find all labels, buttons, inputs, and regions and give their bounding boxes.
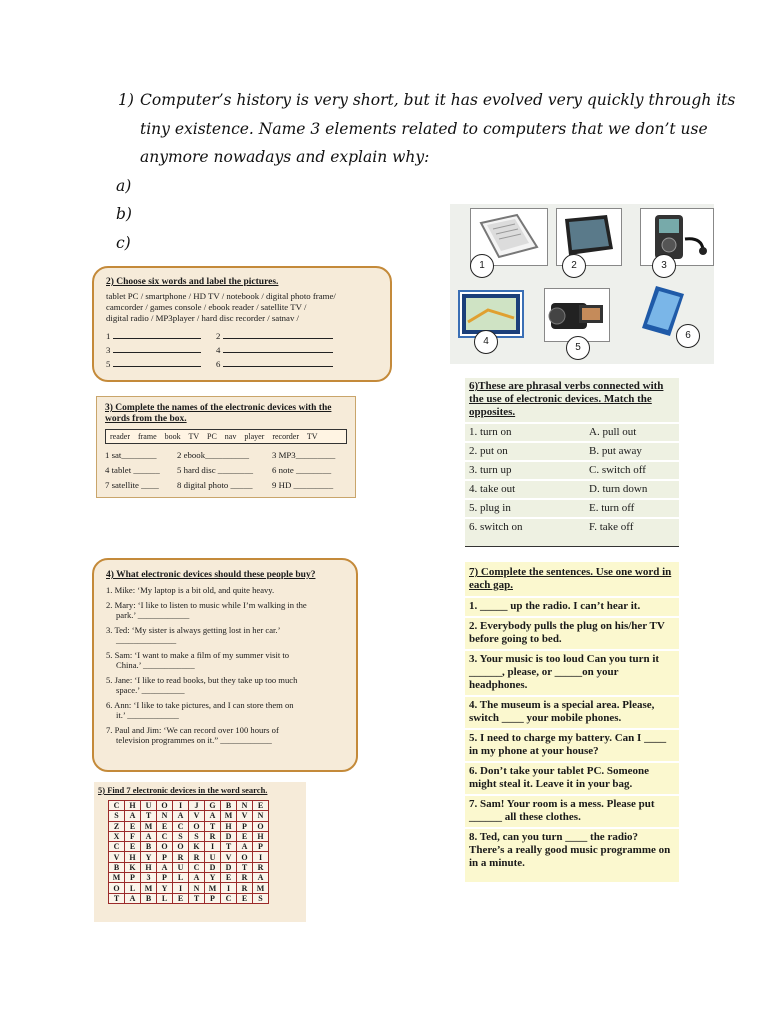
opposite: A. pull out — [589, 426, 637, 438]
word-search-cell[interactable]: M — [253, 883, 269, 893]
exercise-2-answer-grid — [106, 330, 378, 370]
exercise-4-title: 4) What electronic devices should these people buy? — [106, 570, 316, 580]
word-search-cell[interactable]: P — [237, 821, 253, 831]
word-search-cell[interactable]: O — [253, 821, 269, 831]
word-search-cell[interactable]: O — [189, 821, 205, 831]
word-search-cell[interactable]: E — [237, 831, 253, 841]
word-search-row — [109, 811, 269, 821]
word-search-cell[interactable]: M — [141, 821, 157, 831]
word-search-cell[interactable]: S — [189, 831, 205, 841]
sentence-item: 3. Your music is too loud Can you turn it ______, please, or _____on your headphones. — [465, 649, 679, 695]
word-search-cell[interactable]: T — [237, 862, 253, 872]
question-1-line-3: anymore nowadays and explain why: — [140, 148, 430, 166]
sentence-item: 4. The museum is a special area. Please, switch ____ your mobile phones. — [465, 695, 679, 728]
word-search-cell[interactable]: S — [109, 811, 125, 821]
word-search-cell[interactable]: L — [157, 893, 173, 903]
word-search-cell[interactable]: T — [141, 811, 157, 821]
word-search-cell[interactable]: E — [125, 842, 141, 852]
word-search-cell[interactable]: A — [141, 831, 157, 841]
answer-line[interactable]: 5 — [106, 358, 216, 370]
word-search-cell[interactable]: R — [205, 831, 221, 841]
sentence-item: 2. Everybody pulls the plug on his/her TV before going to bed. — [465, 616, 679, 649]
sentence-item: 8. Ted, can you turn ____ the radio? There’s a really good music programme on in a minute. — [465, 827, 679, 873]
phrasal-verb: 2. put on — [469, 445, 508, 457]
word-search-row — [109, 893, 269, 903]
word-search-row — [109, 862, 269, 872]
exercise-3-box — [96, 396, 356, 498]
word-search-cell[interactable]: N — [237, 801, 253, 811]
exercise-3-row — [105, 448, 347, 463]
answer-c: c) — [116, 233, 131, 252]
match-row — [465, 479, 679, 498]
word-search-cell[interactable]: O — [237, 852, 253, 862]
answer-line[interactable]: 2 — [216, 330, 346, 342]
exercise-4-item: 5. Jane: ‘I like to read books, but they take up too much space.’ __________ — [106, 674, 298, 695]
exercise-5-title: 5) Find 7 electronic devices in the word search. — [98, 785, 268, 795]
word-search-cell[interactable]: E — [125, 821, 141, 831]
word-search-cell[interactable]: A — [173, 811, 189, 821]
word-search-cell[interactable]: Y — [205, 873, 221, 883]
exercise-3-item[interactable]: 3 MP3_________ — [272, 450, 336, 460]
word-search-cell[interactable]: T — [221, 842, 237, 852]
word-search-cell[interactable]: A — [125, 811, 141, 821]
word-search-cell[interactable]: M — [221, 811, 237, 821]
match-row — [465, 422, 679, 441]
phrasal-verb: 5. plug in — [469, 502, 511, 514]
word-search-cell[interactable]: I — [253, 852, 269, 862]
answer-line[interactable]: 6 — [216, 358, 346, 370]
word-search-cell[interactable]: V — [221, 852, 237, 862]
answer-line[interactable]: 4 — [216, 344, 346, 356]
word-search-cell[interactable]: B — [141, 842, 157, 852]
word-search-cell[interactable]: C — [189, 862, 205, 872]
word-search-cell[interactable]: P — [157, 852, 173, 862]
word-search-cell[interactable]: P — [253, 842, 269, 852]
word-search-cell[interactable]: A — [237, 842, 253, 852]
word-search-cell[interactable]: T — [205, 821, 221, 831]
word-search-cell[interactable]: D — [221, 831, 237, 841]
sentence-item: 6. Don’t take your tablet PC. Someone might steal it. Leave it in your bag. — [465, 761, 679, 794]
word-search-cell[interactable]: M — [109, 873, 125, 883]
picture-number-5: 5 — [566, 336, 590, 360]
word-search-cell[interactable]: Y — [141, 852, 157, 862]
answer-line[interactable]: 3 — [106, 344, 216, 356]
word-search-cell[interactable]: G — [205, 801, 221, 811]
word-search-cell[interactable]: N — [157, 811, 173, 821]
picture-number-1: 1 — [470, 254, 494, 278]
word-search-cell[interactable]: R — [189, 852, 205, 862]
match-row — [465, 460, 679, 479]
word-search-cell[interactable]: L — [173, 873, 189, 883]
word-search-cell[interactable]: R — [173, 852, 189, 862]
word-search-cell[interactable]: D — [205, 862, 221, 872]
camcorder-picture — [544, 288, 610, 342]
word-search-cell[interactable]: P — [125, 873, 141, 883]
exercise-3-item[interactable]: 9 HD _________ — [272, 480, 334, 490]
exercise-4-box — [92, 558, 358, 772]
exercise-3-title: 3) Complete the names of the electronic devices with the words from the box. — [105, 403, 332, 424]
word-search-cell[interactable]: P — [205, 893, 221, 903]
opposite: F. take off — [589, 521, 634, 533]
exercise-3-item[interactable]: 7 satellite ____ — [105, 480, 159, 490]
word-search-cell[interactable]: N — [253, 811, 269, 821]
answer-a: a) — [116, 176, 132, 195]
phrasal-verb: 1. turn on — [469, 426, 512, 438]
word-search-cell[interactable]: C — [109, 801, 125, 811]
word-list-line: camcorder / games console / ebook reader / satellite TV / — [106, 302, 307, 312]
word-search-cell[interactable]: U — [173, 862, 189, 872]
word-search-cell[interactable]: A — [125, 893, 141, 903]
word-search-row — [109, 883, 269, 893]
word-search-grid — [108, 800, 269, 904]
exercise-6-box — [465, 378, 679, 547]
exercise-2-box — [92, 266, 392, 382]
word-search-cell[interactable]: E — [221, 873, 237, 883]
match-row — [465, 517, 679, 536]
sentence-item: 1. _____ up the radio. I can’t hear it. — [465, 596, 679, 616]
sentence-item: 5. I need to charge my battery. Can I ____ in my phone at your house? — [465, 728, 679, 761]
exercise-4-item: 3. Ted: ‘My sister is always getting lost in her car.’ ______________ — [106, 624, 281, 645]
exercise-7-title: 7) Complete the sentences. Use one word in each gap. — [469, 566, 672, 591]
word-search-cell[interactable]: H — [141, 862, 157, 872]
word-search-cell[interactable]: E — [253, 801, 269, 811]
exercise-2-title: 2) Choose six words and label the pictures. — [106, 277, 279, 287]
opposite: C. switch off — [589, 464, 646, 476]
word-search-cell[interactable]: B — [221, 801, 237, 811]
picture-number-3: 3 — [652, 254, 676, 278]
word-search-cell[interactable]: A — [189, 873, 205, 883]
word-search-cell[interactable]: E — [237, 893, 253, 903]
word-search-cell[interactable]: X — [109, 831, 125, 841]
word-search-cell[interactable]: O — [157, 801, 173, 811]
exercise-4-item: 7. Paul and Jim: ‘We can record over 100 hours of television programmes on it.” ____________ — [106, 724, 279, 745]
exercise-4-item: 5. Sam: ‘I want to make a film of my summer visit to China.’ ____________ — [106, 649, 290, 670]
word-search-cell[interactable]: V — [109, 852, 125, 862]
exercise-3-item[interactable]: 2 ebook__________ — [177, 450, 250, 460]
device-pictures-panel — [450, 204, 714, 364]
phrasal-verb: 4. take out — [469, 483, 516, 495]
picture-number-4: 4 — [474, 330, 498, 354]
word-search-cell[interactable]: I — [205, 842, 221, 852]
opposite: D. turn down — [589, 483, 648, 495]
word-search-cell[interactable]: V — [237, 811, 253, 821]
word-search-cell[interactable]: H — [221, 821, 237, 831]
answer-line[interactable]: 1 — [106, 330, 216, 342]
word-search-cell[interactable]: F — [125, 831, 141, 841]
word-search-cell[interactable]: C — [221, 893, 237, 903]
match-row — [465, 441, 679, 460]
word-search-cell[interactable]: T — [189, 893, 205, 903]
word-search-cell[interactable]: M — [141, 883, 157, 893]
exercise-4-item: 6. Ann: ‘I like to take pictures, and I can store them on it.’ ____________ — [106, 699, 294, 720]
word-search-cell[interactable]: U — [205, 852, 221, 862]
word-search-row — [109, 852, 269, 862]
word-search-cell[interactable]: A — [205, 811, 221, 821]
match-row — [465, 498, 679, 517]
word-search-cell[interactable]: A — [157, 862, 173, 872]
word-search-cell[interactable]: K — [125, 862, 141, 872]
word-list-line: digital radio / MP3player / hard disc recorder / satnav / — [106, 313, 299, 323]
opposite: B. put away — [589, 445, 642, 457]
word-search-row — [109, 842, 269, 852]
word-search-cell[interactable]: R — [253, 862, 269, 872]
exercise-2-word-list — [106, 291, 378, 324]
exercise-3-item[interactable]: 4 tablet ______ — [105, 465, 160, 475]
word-search-cell[interactable]: O — [157, 842, 173, 852]
exercise-3-item[interactable]: 8 digital photo _____ — [177, 480, 253, 490]
word-search-cell[interactable]: Z — [109, 821, 125, 831]
word-search-cell[interactable]: T — [109, 893, 125, 903]
word-search-cell[interactable]: R — [237, 873, 253, 883]
word-search-cell[interactable]: A — [253, 873, 269, 883]
word-search-cell[interactable]: K — [189, 842, 205, 852]
word-search-row — [109, 831, 269, 841]
question-1-line-2: tiny existence. Name 3 elements related to computers that we don’t use — [140, 119, 708, 138]
exercise-3-item[interactable]: 6 note ________ — [272, 465, 332, 475]
exercise-3-row — [105, 463, 347, 478]
word-search-cell[interactable]: H — [125, 801, 141, 811]
word-search-cell[interactable]: D — [221, 862, 237, 872]
exercise-3-row — [105, 478, 347, 493]
question-1-number: 1) — [118, 91, 134, 109]
word-search-cell[interactable]: L — [125, 883, 141, 893]
word-search-cell[interactable]: I — [173, 801, 189, 811]
word-search-cell[interactable]: C — [173, 821, 189, 831]
word-search-cell[interactable]: 3 — [141, 873, 157, 883]
mp3-player-icon — [641, 209, 713, 265]
phrasal-verb: 3. turn up — [469, 464, 512, 476]
word-search-cell[interactable]: I — [221, 883, 237, 893]
word-search-cell[interactable]: C — [157, 831, 173, 841]
word-search-cell[interactable]: S — [173, 831, 189, 841]
word-search-cell[interactable]: O — [109, 883, 125, 893]
word-search-cell[interactable]: Y — [157, 883, 173, 893]
exercise-4-item: 2. Mary: ‘I like to listen to music while I’m walking in the park.’ ____________ — [106, 599, 307, 620]
word-search-cell[interactable]: H — [125, 852, 141, 862]
sentence-item: 7. Sam! Your room is a mess. Please put ______ all these clothes. — [465, 794, 679, 827]
word-search-cell[interactable]: B — [109, 862, 125, 872]
exercise-3-item[interactable]: 1 sat________ — [105, 450, 157, 460]
picture-number-6: 6 — [676, 324, 700, 348]
word-search-cell[interactable]: P — [157, 873, 173, 883]
camcorder-icon — [545, 289, 609, 341]
exercise-7-box — [465, 562, 679, 882]
word-search-cell[interactable]: U — [141, 801, 157, 811]
satnav-icon — [460, 292, 522, 336]
exercise-6-title: 6)These are phrasal verbs connected with the use of electronic devices. Match the opposites. — [469, 380, 664, 418]
word-search-cell[interactable]: C — [109, 842, 125, 852]
phrasal-verb: 6. switch on — [469, 521, 523, 533]
word-search-cell[interactable]: M — [205, 883, 221, 893]
word-search-row — [109, 801, 269, 811]
word-search-cell[interactable]: E — [157, 821, 173, 831]
exercise-5-box — [94, 782, 306, 922]
word-search-cell[interactable]: E — [173, 893, 189, 903]
word-search-cell[interactable]: O — [173, 842, 189, 852]
word-search-cell[interactable]: I — [173, 883, 189, 893]
word-search-cell[interactable]: J — [189, 801, 205, 811]
word-search-cell[interactable]: V — [189, 811, 205, 821]
mp3-player-picture — [640, 208, 714, 266]
word-search-row — [109, 821, 269, 831]
word-search-row — [109, 873, 269, 883]
question-1-line-1: Computer’s history is very short, but it has evolved very quickly through its — [140, 91, 736, 109]
exercise-4-item: 1. Mike: ‘My laptop is a bit old, and quite heavy. — [106, 585, 275, 595]
picture-number-2: 2 — [562, 254, 586, 278]
word-search-cell[interactable]: S — [253, 893, 269, 903]
divider — [465, 536, 679, 547]
opposite: E. turn off — [589, 502, 635, 514]
exercise-3-item[interactable]: 5 hard disc ________ — [177, 465, 253, 475]
word-list-line: tablet PC / smartphone / HD TV / notebook / digital photo frame/ — [106, 291, 336, 301]
word-search-cell[interactable]: N — [189, 883, 205, 893]
word-search-cell[interactable]: R — [237, 883, 253, 893]
answer-b: b) — [116, 205, 132, 223]
word-search-cell[interactable]: H — [253, 831, 269, 841]
word-search-cell[interactable]: B — [141, 893, 157, 903]
exercise-3-word-box: reader frame book TV PC nav player recorder TV — [105, 429, 347, 444]
